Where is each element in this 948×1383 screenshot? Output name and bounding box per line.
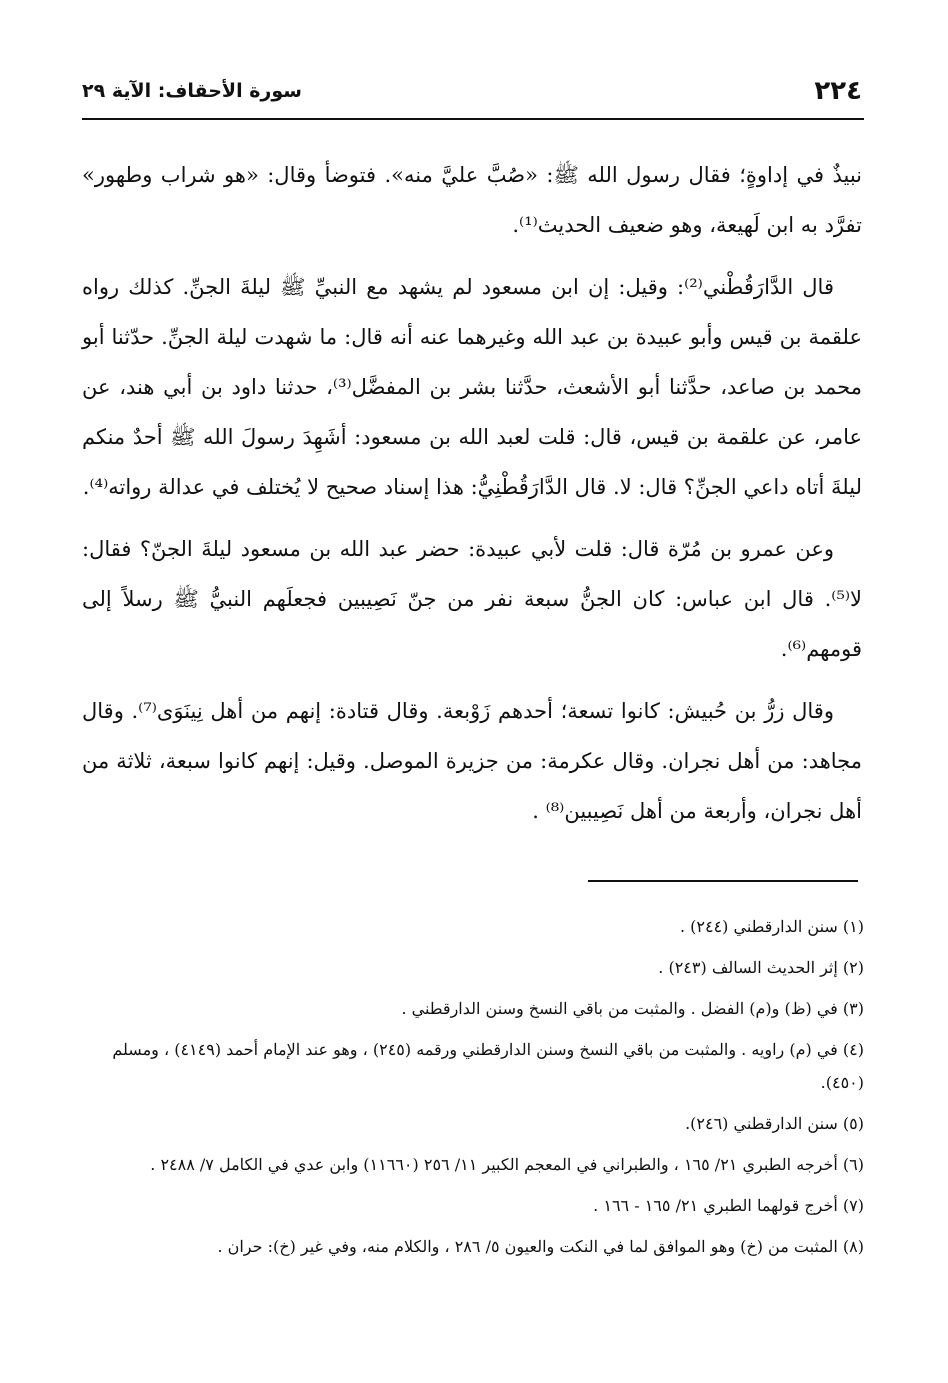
footnote-7: (٧) أخرج قولهما الطبري ٢١/ ١٦٥ - ١٦٦ . xyxy=(593,1196,864,1215)
footnotes xyxy=(82,910,864,1271)
page-number: ٢٢٤ xyxy=(814,76,862,106)
running-title: سورة الأحقاف: الآية ٢٩ xyxy=(82,80,302,102)
page-header xyxy=(82,76,862,116)
footnote-6: (٦) أخرجه الطبري ٢١/ ١٦٥ ، والطبراني في المعجم الكبير ١١/ ٢٥٦ (١١٦٦٠) وابن عدي في الكامل ٧/ ٢٤٨٨ . xyxy=(150,1155,864,1174)
footnote-divider xyxy=(588,880,858,882)
footnote-5: (٥) سنن الدارقطني (٢٤٦). xyxy=(685,1114,864,1133)
paragraph-4: وقال زرُّ بن حُبيش: كانوا تسعة؛ أحدهم زَوْبعة. وقال قتادة: إنهم من أهل نِينَوَى⁽⁷⁾. وقال مجاهد: من أهل نجران. وقال عكرمة: من جزيرة الموصل. وقيل: إنهم كانوا سبعة، ثلاثة من أهل نجران، وأربعة من أهل نَصِيبين⁽⁸⁾ . xyxy=(82,699,862,823)
footnote-4: (٤) في (م) راويه . والمثبت من باقي النسخ وسنن الدارقطني ورقمه (٢٤٥) ، وهو عند الإمام أحمد (٤١٤٩) ، ومسلم (٤٥٠). xyxy=(112,1040,864,1092)
header-divider xyxy=(82,118,864,120)
paragraph-2: قال الدَّارَقُطْني⁽²⁾: وقيل: إن ابن مسعود لم يشهد مع النبيِّ ﷺ ليلةَ الجنِّ. كذلك رواه علقمة بن قيس وأبو عبيدة بن عبد الله وغيرهما عنه أنه قال: ما شهدت ليلة الجنِّ. حدّثنا أبو محمد بن صاعد، حدَّثنا أبو الأشعث، حدَّثنا بشر بن المفضَّل⁽³⁾، حدثنا داود بن أبي هند، عن عامر، عن علقمة بن قيس، قال: قلت لعبد الله بن مسعود: أشَهِدَ رسولَ الله ﷺ أحدٌ منكم ليلةَ أتاه داعي الجنِّ؟ قال: لا. قال الدَّارَقُطْنِيُّ: هذا إسناد صحيح لا يُختلف في عدالة رواته⁽⁴⁾. xyxy=(82,275,862,499)
paragraph-1: نبيذٌ في إداوةٍ؛ فقال رسول الله ﷺ: «صُبَّ عليَّ منه». فتوضأ وقال: «هو شراب وطهور» تفرَّد به ابن لَهيعة، وهو ضعيف الحديث⁽¹⁾. xyxy=(82,163,862,237)
main-text xyxy=(82,150,862,848)
paragraph-3: وعن عمرو بن مُرّة قال: قلت لأبي عبيدة: حضر عبد الله بن مسعود ليلةَ الجنّ؟ فقال: لا⁽⁵⁾. قال ابن عباس: كان الجنُّ سبعة نفر من جنّ نَصِيبين فجعلَهم النبيُّ ﷺ رسلاً إلى قومهم⁽⁶⁾. xyxy=(82,537,862,661)
footnote-3: (٣) في (ظ) و(م) الفضل . والمثبت من باقي النسخ وسنن الدارقطني . xyxy=(401,999,864,1018)
footnote-1: (١) سنن الدارقطني (٢٤٤) . xyxy=(679,917,864,936)
footnote-2: (٢) إثر الحديث السالف (٢٤٣) . xyxy=(658,958,864,977)
footnote-8: (٨) المثبت من (خ) وهو الموافق لما في النكت والعيون ٥/ ٢٨٦ ، والكلام منه، وفي غير (خ): حران . xyxy=(217,1237,864,1256)
